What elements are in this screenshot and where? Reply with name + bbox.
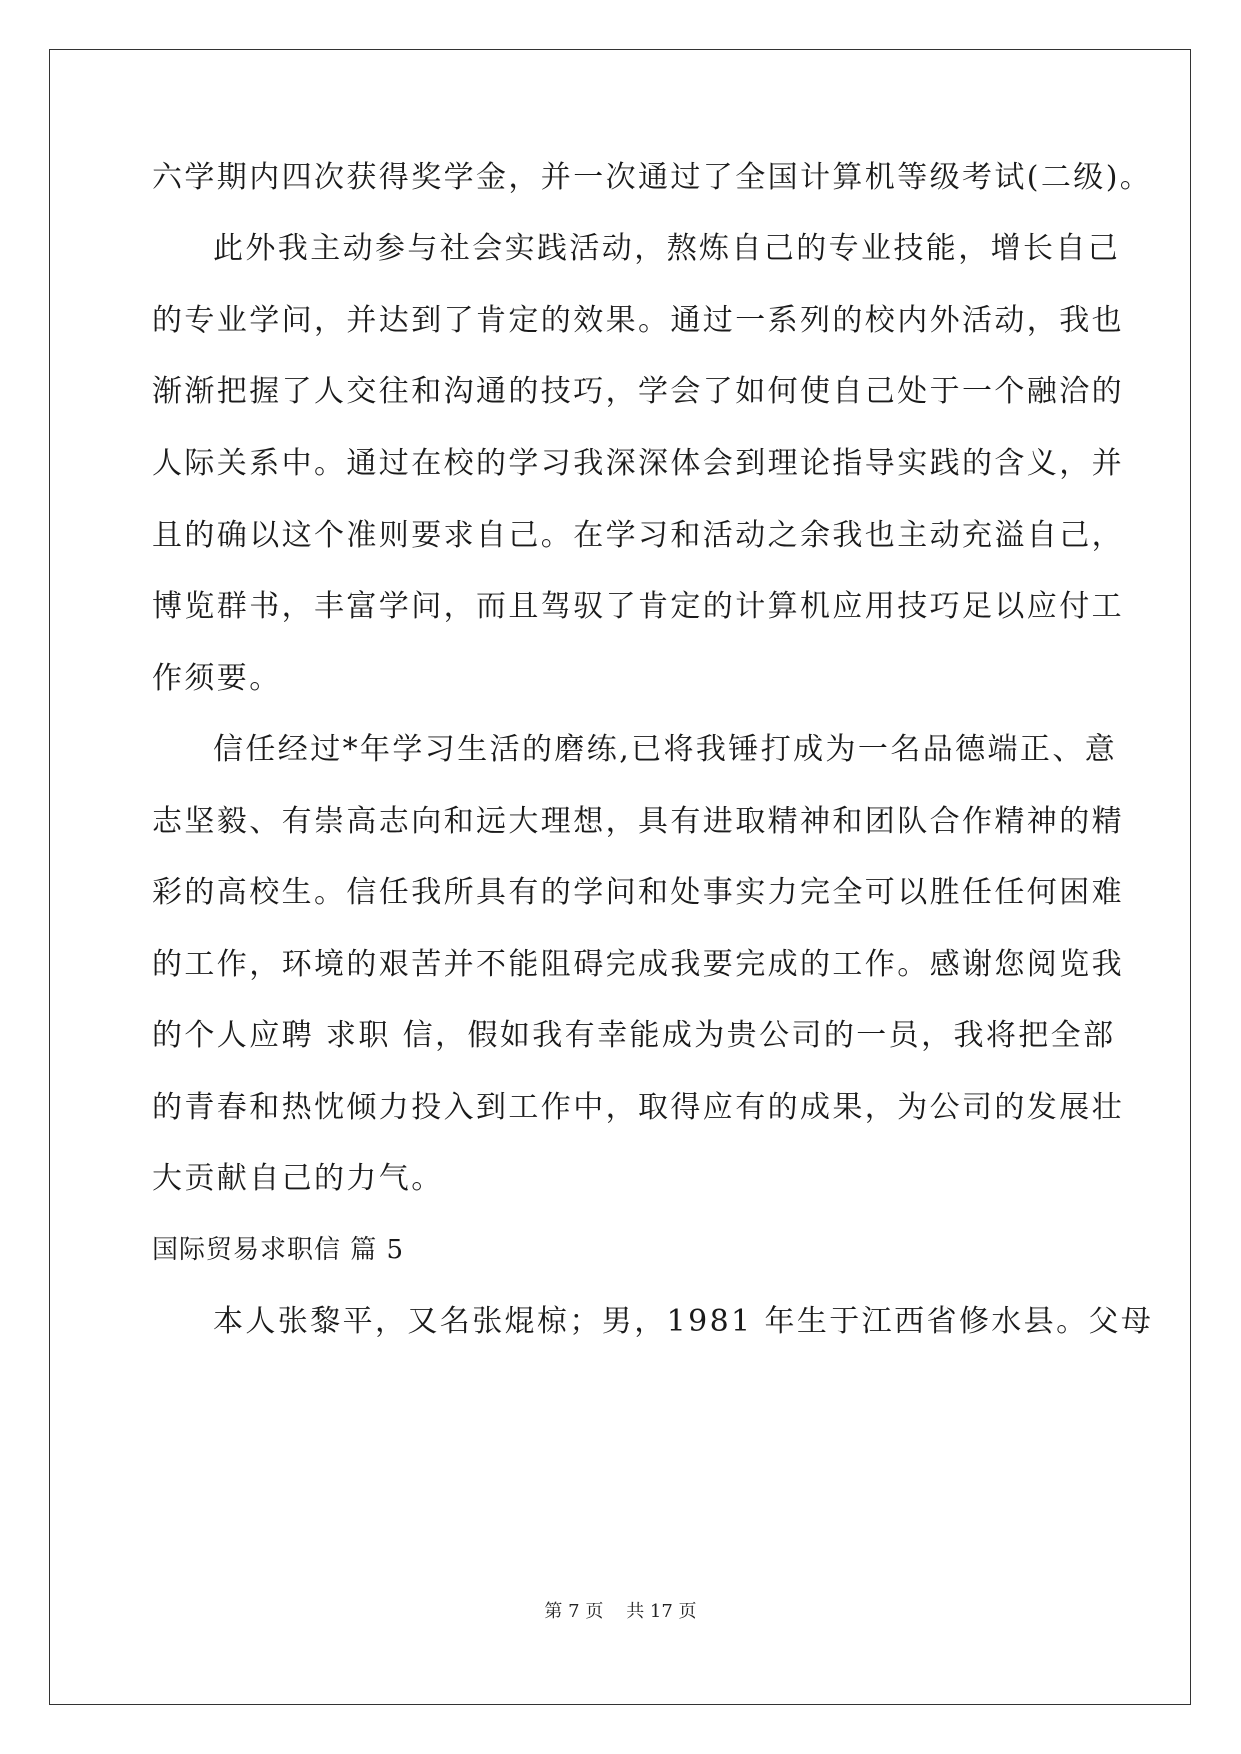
body-line-11: 彩的高校生。信任我所具有的学问和处事实力完全可以胜任任何困难 <box>152 875 1124 910</box>
body-line-9: 信任经过*年学习生活的磨练,已将我锤打成为一名品德端正、意 <box>213 732 1118 767</box>
body-line-12: 的工作，环境的艰苦并不能阻碍完成我要完成的工作。感谢您阅览我 <box>152 947 1124 982</box>
body-line-10: 志坚毅、有崇高志向和远大理想，具有进取精神和团队合作精神的精 <box>152 804 1124 839</box>
page-footer <box>0 1600 1241 1624</box>
body-line-16: 本人张黎平，又名张焜椋；男，1981 年生于江西省修水县。父母 <box>213 1304 1154 1339</box>
body-line-5: 人际关系中。通过在校的学习我深深体会到理论指导实践的含义，并 <box>152 446 1124 481</box>
body-line-6: 且的确以这个准则要求自己。在学习和活动之余我也主动充溢自己， <box>152 518 1124 553</box>
section-heading: 国际贸易求职信 篇 5 <box>152 1235 405 1265</box>
body-line-3: 的专业学问，并达到了肯定的效果。通过一系列的校内外活动，我也 <box>152 303 1124 338</box>
body-line-4: 渐渐把握了人交往和沟通的技巧，学会了如何使自己处于一个融洽的 <box>152 374 1124 409</box>
body-line-7: 博览群书，丰富学问，而且驾驭了肯定的计算机应用技巧足以应付工 <box>152 589 1124 624</box>
body-line-13: 的个人应聘 求职 信，假如我有幸能成为贵公司的一员，我将把全部 <box>152 1018 1116 1053</box>
body-line-15: 大贡献自己的力气。 <box>152 1161 444 1196</box>
body-line-2: 此外我主动参与社会实践活动，熬炼自己的专业技能，增长自己 <box>213 231 1121 266</box>
page-number: 第 7 页 共 17 页 <box>544 1601 697 1622</box>
body-line-8: 作须要。 <box>152 661 282 696</box>
body-line-1: 六学期内四次获得奖学金，并一次通过了全国计算机等级考试(二级)。 <box>152 160 1153 195</box>
body-line-14: 的青春和热忱倾力投入到工作中，取得应有的成果，为公司的发展壮 <box>152 1090 1124 1125</box>
